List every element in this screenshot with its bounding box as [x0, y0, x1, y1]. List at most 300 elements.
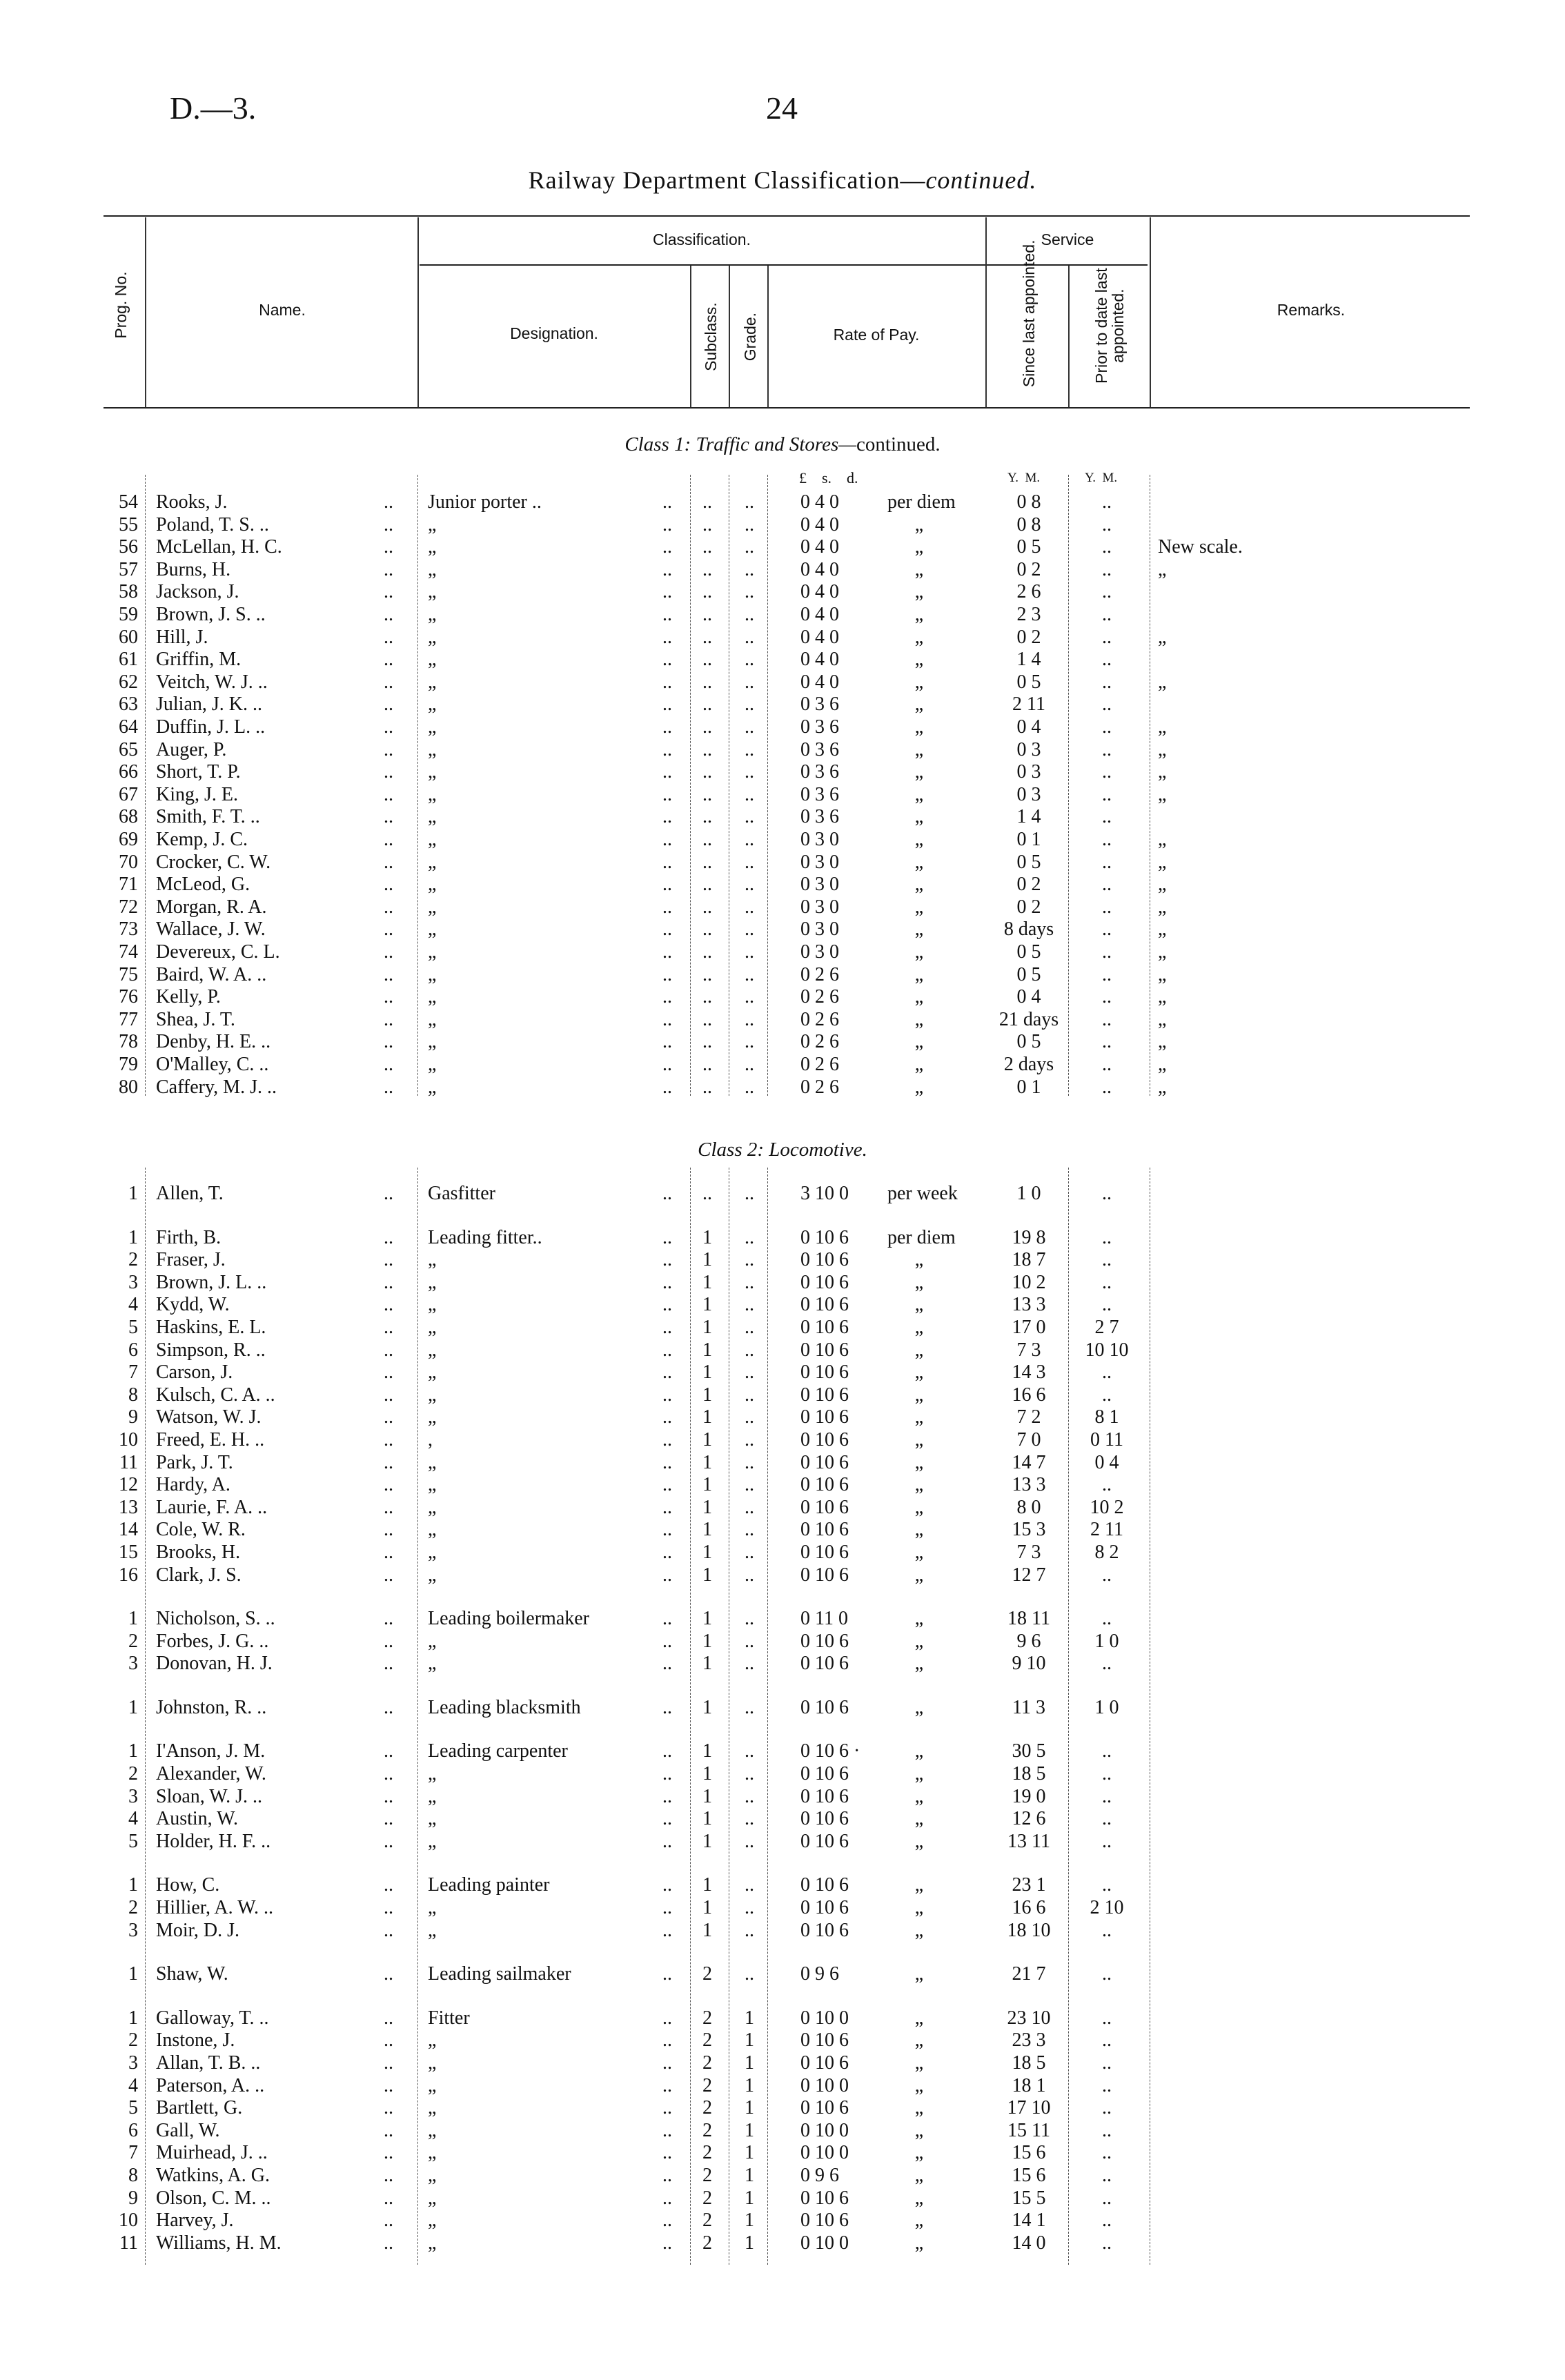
cell-name: Gall, W. [156, 2120, 220, 2141]
cell-no: 5 [128, 1317, 138, 1338]
header-divider [690, 266, 691, 407]
cell-designation: „ [428, 1497, 437, 1518]
cell-no: 8 [128, 1384, 138, 1406]
cell-since: 15 3 [1012, 1519, 1046, 1540]
cell-pay: 0 10 6 · [800, 1740, 860, 1762]
table-row [0, 514, 1565, 536]
cell-prior: .. [1102, 1361, 1112, 1383]
cell-subclass: 1 [702, 1384, 712, 1406]
cell-pay: 0 10 6 [800, 2029, 849, 2051]
cell-subclass: .. [702, 941, 712, 963]
cell-grade: .. [745, 1294, 754, 1315]
cell-grade: .. [745, 716, 754, 738]
leader-dots: .. [662, 1519, 672, 1540]
cell-no: 5 [128, 1831, 138, 1852]
cell-per: „ [914, 2007, 924, 2029]
cell-per: „ [914, 1384, 924, 1406]
cell-prior: .. [1102, 1474, 1112, 1495]
cell-pay: 0 10 6 [800, 1831, 849, 1852]
table-row [0, 1786, 1565, 1808]
table-row [0, 986, 1565, 1008]
cell-no: 6 [128, 1339, 138, 1361]
cell-remark: „ [1158, 716, 1167, 738]
leader-dots: .. [662, 2187, 672, 2209]
cell-no: 15 [119, 1542, 138, 1563]
cell-designation: „ [428, 1786, 437, 1807]
cell-no: 1 [128, 1183, 138, 1204]
cell-prior: .. [1102, 1874, 1112, 1896]
leader-dots: .. [662, 1497, 672, 1518]
cell-pay: 0 2 6 [800, 1009, 839, 1030]
leader-dots: .. [384, 852, 393, 873]
cell-name: Veitch, W. J. .. [156, 671, 268, 693]
cell-grade: .. [745, 604, 754, 625]
cell-designation: „ [428, 2075, 437, 2096]
cell-name: Duffin, J. L. .. [156, 716, 266, 738]
cell-pay: 0 10 0 [800, 2142, 849, 2163]
cell-designation: „ [428, 1249, 437, 1270]
cell-pay: 0 10 6 [800, 1519, 849, 1540]
leader-dots: .. [662, 649, 672, 670]
table-row [0, 2232, 1565, 2254]
cell-name: Freed, E. H. .. [156, 1429, 265, 1450]
cell-grade: 1 [745, 2029, 754, 2051]
cell-no: 68 [119, 806, 138, 827]
cell-subclass: 2 [702, 1963, 712, 1985]
cell-since: 16 6 [1012, 1897, 1046, 1918]
leader-dots: .. [384, 1384, 393, 1406]
cell-pay: 0 10 6 [800, 1384, 849, 1406]
cell-pay: 0 4 0 [800, 604, 839, 625]
leader-dots: .. [384, 784, 393, 805]
cell-designation: „ [428, 1897, 437, 1918]
cell-pay: 0 2 6 [800, 1076, 839, 1098]
cell-designation: „ [428, 2210, 437, 2231]
table-row [0, 1009, 1565, 1031]
cell-per: „ [914, 1497, 924, 1518]
leader-dots: .. [384, 1653, 393, 1674]
leader-dots: .. [662, 2097, 672, 2118]
cell-since: 23 1 [1012, 1874, 1046, 1896]
cell-prior: .. [1102, 716, 1112, 738]
cell-name: Smith, F. T. .. [156, 806, 260, 827]
header-remarks: Remarks. [1277, 301, 1346, 319]
cell-pay: 0 4 0 [800, 581, 839, 602]
cell-prior: 10 10 [1085, 1339, 1129, 1361]
table-row [0, 1608, 1565, 1630]
cell-subclass: .. [702, 896, 712, 918]
cell-pay: 0 3 6 [800, 716, 839, 738]
cell-since: 15 6 [1012, 2142, 1046, 2163]
cell-name: Auger, P. [156, 739, 227, 760]
cell-grade: .. [745, 1831, 754, 1852]
cell-per: „ [914, 2187, 924, 2209]
cell-grade: .. [745, 1429, 754, 1450]
cell-per: „ [914, 1808, 924, 1829]
cell-since: 0 8 [1016, 514, 1041, 535]
cell-no: 2 [128, 1763, 138, 1784]
leader-dots: .. [384, 2187, 393, 2209]
cell-per: „ [914, 604, 924, 625]
cell-since: 0 5 [1016, 941, 1041, 963]
table-row [0, 1740, 1565, 1762]
cell-grade: .. [745, 1384, 754, 1406]
cell-designation: Leading painter [428, 1874, 550, 1896]
cell-no: 60 [119, 627, 138, 648]
cell-prior: .. [1102, 1076, 1112, 1098]
cell-pay: 0 10 0 [800, 2232, 849, 2254]
cell-since: 7 3 [1016, 1339, 1041, 1361]
cell-prior: 2 7 [1094, 1317, 1119, 1338]
cell-subclass: .. [702, 694, 712, 715]
leader-dots: .. [662, 1920, 672, 1941]
cell-since: 18 7 [1012, 1249, 1046, 1270]
cell-pay: 0 10 0 [800, 2075, 849, 2096]
cell-pay: 0 10 6 [800, 1763, 849, 1784]
cell-no: 11 [119, 2232, 138, 2254]
cell-per: „ [914, 2142, 924, 2163]
table-row [0, 1076, 1565, 1099]
cell-remark: „ [1158, 1009, 1167, 1030]
header-divider [729, 266, 730, 407]
leader-dots: .. [662, 604, 672, 625]
cell-designation: „ [428, 739, 437, 760]
cell-pay: 0 10 6 [800, 1808, 849, 1829]
cell-no: 7 [128, 2142, 138, 2163]
leader-dots: .. [384, 1227, 393, 1248]
table-row [0, 941, 1565, 963]
cell-designation: „ [428, 1808, 437, 1829]
cell-designation: „ [428, 2029, 437, 2051]
cell-prior: .. [1102, 694, 1112, 715]
cell-name: Alexander, W. [156, 1763, 266, 1784]
cell-per: „ [914, 1429, 924, 1450]
cell-grade: .. [745, 1786, 754, 1807]
cell-subclass: .. [702, 874, 712, 895]
cell-pay: 0 10 6 [800, 1361, 849, 1383]
cell-designation: Gasfitter [428, 1183, 495, 1204]
leader-dots: .. [384, 716, 393, 738]
cell-designation: Leading carpenter [428, 1740, 568, 1762]
cell-pay: 0 9 6 [800, 1963, 839, 1985]
cell-per: „ [914, 2232, 924, 2254]
cell-no: 2 [128, 1897, 138, 1918]
cell-subclass: 1 [702, 1294, 712, 1315]
cell-designation: „ [428, 806, 437, 827]
cell-grade: .. [745, 1920, 754, 1941]
cell-per: „ [914, 852, 924, 873]
cell-pay: 0 4 0 [800, 536, 839, 558]
cell-pay: 0 10 6 [800, 2052, 849, 2074]
leader-dots: .. [384, 1831, 393, 1852]
cell-prior: .. [1102, 1249, 1112, 1270]
cell-pay: 0 3 0 [800, 852, 839, 873]
cell-name: Griffin, M. [156, 649, 242, 670]
cell-pay: 0 3 6 [800, 806, 839, 827]
leader-dots: .. [384, 806, 393, 827]
table-row [0, 1474, 1565, 1496]
leader-dots: .. [384, 2210, 393, 2231]
cell-grade: .. [745, 874, 754, 895]
cell-per: „ [914, 1054, 924, 1075]
cell-per: „ [914, 1963, 924, 1985]
cell-no: 12 [119, 1474, 138, 1495]
section-title-main: Class 1: Traffic and Stores— [624, 433, 857, 455]
leader-dots: .. [384, 491, 393, 513]
cell-subclass: .. [702, 986, 712, 1007]
cell-designation: „ [428, 896, 437, 918]
cell-no: 54 [119, 491, 138, 513]
cell-prior: .. [1102, 2232, 1112, 2254]
cell-designation: „ [428, 2142, 437, 2163]
cell-pay: 0 10 0 [800, 2120, 849, 2141]
cell-designation: „ [428, 2052, 437, 2074]
cell-pay: 0 2 6 [800, 986, 839, 1007]
leader-dots: .. [662, 2120, 672, 2141]
leader-dots: .. [662, 964, 672, 985]
cell-prior: .. [1102, 941, 1112, 963]
cell-no: 6 [128, 2120, 138, 2141]
cell-subclass: 1 [702, 1497, 712, 1518]
cell-designation: „ [428, 1452, 437, 1473]
cell-designation: „ [428, 1631, 437, 1652]
cell-grade: .. [745, 1227, 754, 1248]
cell-prior: .. [1102, 2007, 1112, 2029]
cell-subclass: 1 [702, 1317, 712, 1338]
leader-dots: .. [384, 1009, 393, 1030]
cell-prior: 0 11 [1090, 1429, 1123, 1450]
cell-no: 77 [119, 1009, 138, 1030]
cell-designation: „ [428, 852, 437, 873]
cell-name: Kelly, P. [156, 986, 221, 1007]
cell-since: 2 3 [1016, 604, 1041, 625]
leader-dots: .. [662, 806, 672, 827]
cell-subclass: 2 [702, 2075, 712, 2096]
leader-dots: .. [384, 1963, 393, 1985]
cell-per: „ [914, 2029, 924, 2051]
table-row [0, 1763, 1565, 1785]
table-row [0, 2029, 1565, 2052]
cell-grade: .. [745, 559, 754, 580]
cell-pay: 0 3 0 [800, 918, 839, 940]
leader-dots: .. [384, 1054, 393, 1075]
cell-no: 76 [119, 986, 138, 1007]
cell-no: 1 [128, 1874, 138, 1896]
cell-since: 23 3 [1012, 2029, 1046, 2051]
cell-subclass: .. [702, 671, 712, 693]
leader-dots: .. [662, 1808, 672, 1829]
cell-name: Galloway, T. .. [156, 2007, 269, 2029]
cell-grade: 1 [745, 2052, 754, 2074]
cell-name: Hillier, A. W. .. [156, 1897, 273, 1918]
table-row [0, 2187, 1565, 2210]
cell-subclass: 1 [702, 1808, 712, 1829]
cell-subclass: .. [702, 559, 712, 580]
cell-prior: .. [1102, 671, 1112, 693]
cell-designation: „ [428, 1474, 437, 1495]
cell-pay: 0 10 6 [800, 1564, 849, 1586]
cell-pay: 0 10 6 [800, 1317, 849, 1338]
cell-per: „ [914, 1339, 924, 1361]
cell-name: Kydd, W. [156, 1294, 230, 1315]
cell-designation: „ [428, 694, 437, 715]
cell-since: 0 1 [1016, 829, 1041, 850]
cell-name: Olson, C. M. .. [156, 2187, 271, 2209]
cell-subclass: 2 [702, 2097, 712, 2118]
cell-name: How, C. [156, 1874, 220, 1896]
cell-name: Instone, J. [156, 2029, 235, 2051]
cell-per: „ [914, 829, 924, 850]
cell-since: 18 5 [1012, 1763, 1046, 1784]
cell-designation: „ [428, 1763, 437, 1784]
cell-remark: „ [1158, 739, 1167, 760]
leader-dots: .. [384, 1183, 393, 1204]
cell-designation: „ [428, 2187, 437, 2209]
leader-dots: .. [384, 2052, 393, 2074]
cell-designation: „ [428, 784, 437, 805]
leader-dots: .. [384, 1406, 393, 1428]
cell-since: 0 4 [1016, 716, 1041, 738]
cell-subclass: 2 [702, 2210, 712, 2231]
cell-since: 2 6 [1016, 581, 1041, 602]
cell-prior: .. [1102, 986, 1112, 1007]
cell-prior: .. [1102, 604, 1112, 625]
cell-pay: 0 10 6 [800, 2210, 849, 2231]
cell-since: 14 0 [1012, 2232, 1046, 2254]
leader-dots: .. [384, 964, 393, 985]
cell-prior: .. [1102, 1031, 1112, 1052]
cell-name: McLellan, H. C. [156, 536, 282, 558]
leader-dots: .. [662, 514, 672, 535]
leader-dots: .. [662, 1294, 672, 1315]
section-title-class-2 [0, 1139, 1565, 1161]
cell-subclass: 1 [702, 1740, 712, 1762]
cell-since: 0 4 [1016, 986, 1041, 1007]
cell-pay: 0 10 6 [800, 1542, 849, 1563]
leader-dots: .. [662, 1763, 672, 1784]
cell-name: Paterson, A. .. [156, 2075, 265, 2096]
cell-prior: .. [1102, 806, 1112, 827]
leader-dots: .. [384, 1740, 393, 1762]
cell-since: 0 2 [1016, 896, 1041, 918]
leader-dots: .. [384, 896, 393, 918]
cell-grade: .. [745, 1808, 754, 1829]
cell-pay: 0 4 0 [800, 649, 839, 670]
cell-since: 0 5 [1016, 852, 1041, 873]
table-row [0, 1564, 1565, 1586]
cell-grade: 1 [745, 2075, 754, 2096]
cell-no: 59 [119, 604, 138, 625]
page-number: 24 [766, 90, 798, 126]
cell-subclass: .. [702, 1183, 712, 1204]
cell-designation: „ [428, 1294, 437, 1315]
cell-name: Carson, J. [156, 1361, 233, 1383]
cell-subclass: .. [702, 1054, 712, 1075]
cell-prior: .. [1102, 1963, 1112, 1985]
leader-dots: .. [384, 761, 393, 783]
cell-per: „ [914, 918, 924, 940]
cell-name: Shaw, W. [156, 1963, 228, 1985]
cell-prior: .. [1102, 739, 1112, 760]
cell-prior: .. [1102, 2097, 1112, 2118]
cell-grade: .. [745, 1183, 754, 1204]
cell-since: 7 0 [1016, 1429, 1041, 1450]
cell-prior: .. [1102, 514, 1112, 535]
cell-prior: .. [1102, 2165, 1112, 2186]
cell-no: 3 [128, 1786, 138, 1807]
cell-subclass: 2 [702, 2165, 712, 2186]
cell-per: „ [914, 1697, 924, 1718]
cell-per: „ [914, 1920, 924, 1941]
cell-designation: „ [428, 1361, 437, 1383]
cell-grade: .. [745, 918, 754, 940]
cell-designation: „ [428, 918, 437, 940]
cell-per: „ [914, 1631, 924, 1652]
cell-no: 7 [128, 1361, 138, 1383]
leader-dots: .. [662, 491, 672, 513]
cell-grade: .. [745, 1317, 754, 1338]
cell-grade: .. [745, 806, 754, 827]
table-row [0, 1272, 1565, 1294]
cell-name: Wallace, J. W. [156, 918, 266, 940]
cell-name: Sloan, W. J. .. [156, 1786, 263, 1807]
cell-name: Short, T. P. [156, 761, 241, 783]
cell-subclass: .. [702, 627, 712, 648]
cell-prior: .. [1102, 2120, 1112, 2141]
cell-designation: „ [428, 1031, 437, 1052]
cell-no: 8 [128, 2165, 138, 2186]
cell-designation: „ [428, 1406, 437, 1428]
cell-prior: 0 4 [1094, 1452, 1119, 1473]
section-title-class-1 [0, 433, 1565, 456]
cell-name: Cole, W. R. [156, 1519, 246, 1540]
cell-no: 3 [128, 1272, 138, 1293]
cell-since: 21 days [998, 1009, 1059, 1030]
cell-designation: „ [428, 716, 437, 738]
cell-per: „ [914, 514, 924, 535]
cell-name: Brooks, H. [156, 1542, 241, 1563]
cell-subclass: .. [702, 1009, 712, 1030]
cell-pay: 0 10 6 [800, 2187, 849, 2209]
cell-per: „ [914, 964, 924, 985]
cell-since: 0 5 [1016, 536, 1041, 558]
leader-dots: .. [384, 1763, 393, 1784]
cell-since: 1 0 [1016, 1183, 1041, 1204]
cell-grade: .. [745, 1406, 754, 1428]
cell-pay: 0 3 0 [800, 941, 839, 963]
leader-dots: .. [662, 1249, 672, 1270]
cell-grade: .. [745, 491, 754, 513]
cell-remark: „ [1158, 918, 1167, 940]
leader-dots: .. [662, 829, 672, 850]
leader-dots: .. [384, 671, 393, 693]
cell-per: „ [914, 1564, 924, 1586]
cell-name: Brown, J. S. .. [156, 604, 266, 625]
cell-grade: .. [745, 964, 754, 985]
cell-no: 72 [119, 896, 138, 918]
leader-dots: .. [384, 1874, 393, 1896]
leader-dots: .. [662, 1740, 672, 1762]
cell-since: 23 10 [1007, 2007, 1051, 2029]
cell-per: „ [914, 2075, 924, 2096]
leader-dots: .. [384, 1361, 393, 1383]
leader-dots: .. [662, 1272, 672, 1293]
cell-grade: .. [745, 761, 754, 783]
cell-designation: „ [428, 829, 437, 850]
cell-designation: Junior porter .. [428, 491, 542, 513]
cell-name: Jackson, J. [156, 581, 239, 602]
cell-prior: 2 10 [1090, 1897, 1124, 1918]
